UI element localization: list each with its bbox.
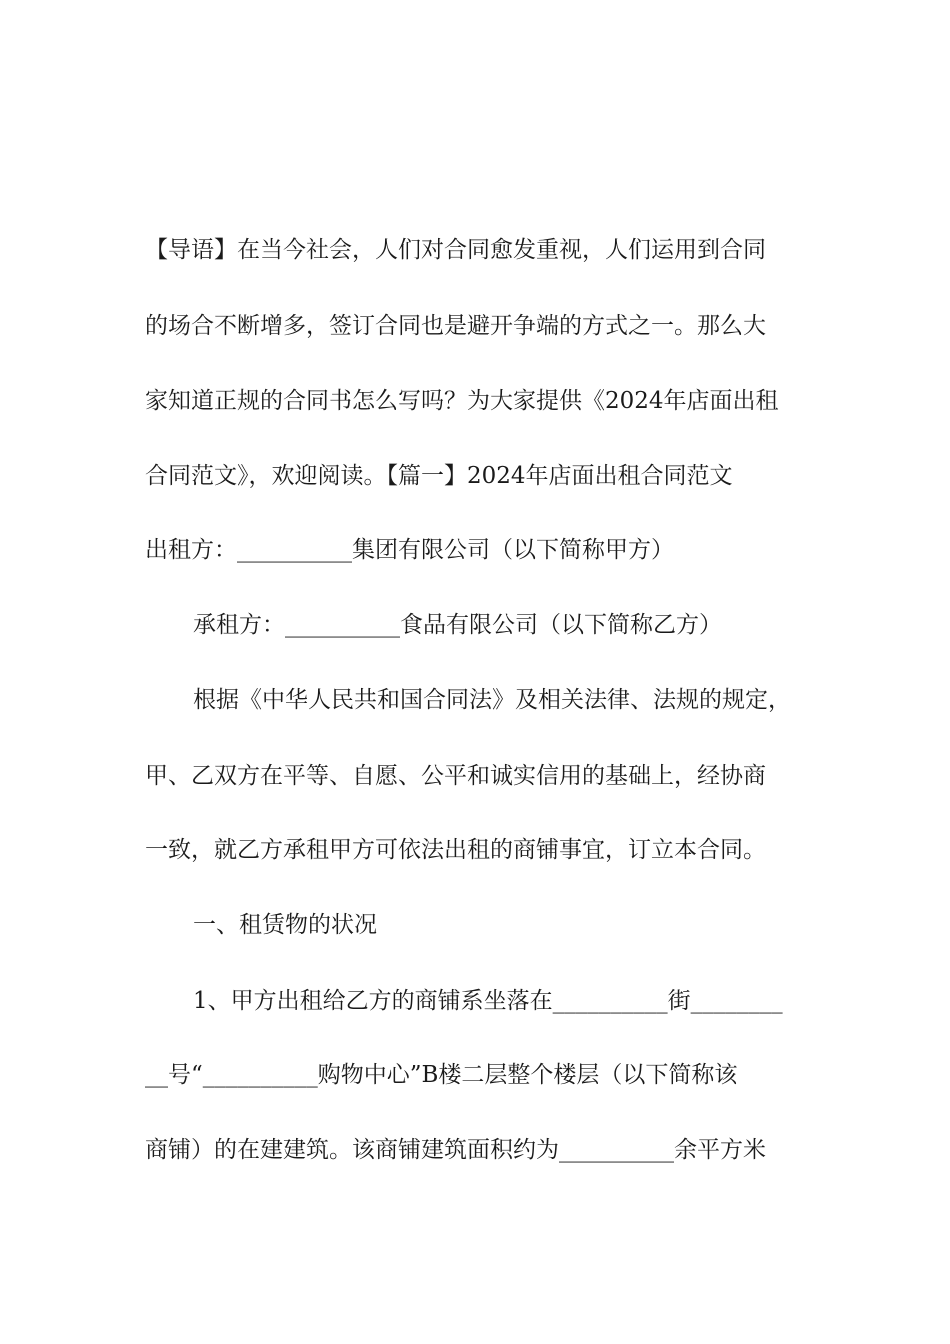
clause-1-line-3: 商铺）的在建建筑。该商铺建筑面积约为__________余平方米: [145, 1137, 766, 1163]
clause-1-line-1: 1、甲方出租给乙方的商铺系坐落在__________街________: [193, 988, 783, 1014]
paragraph-basis-line-2: 甲、乙双方在平等、自愿、公平和诚实信用的基础上，经协商: [145, 763, 766, 789]
paragraph-intro-line-3: 家知道正规的合同书怎么写吗？为大家提供《2024年店面出租: [145, 388, 779, 414]
paragraph-basis-line-3: 一致，就乙方承租甲方可依法出租的商铺事宜，订立本合同。: [145, 837, 766, 863]
lessee-line: 承租方：__________食品有限公司（以下简称乙方）: [193, 612, 722, 638]
paragraph-intro-line-2: 的场合不断增多，签订合同也是避开争端的方式之一。那么大: [145, 313, 766, 339]
clause-1-line-2: __号“__________购物中心”B楼二层整个楼层（以下简称该: [145, 1062, 738, 1088]
paragraph-intro-line-4: 合同范文》，欢迎阅读。【篇一】2024年店面出租合同范文: [145, 463, 733, 489]
section-heading-1: 一、租赁物的状况: [193, 912, 377, 938]
lessor-line: 出租方：__________集团有限公司（以下简称甲方）: [145, 537, 674, 563]
paragraph-basis-line-1: 根据《中华人民共和国合同法》及相关法律、法规的规定，: [193, 687, 791, 713]
paragraph-intro-line-1: 【导语】在当今社会，人们对合同愈发重视，人们运用到合同: [145, 237, 766, 263]
